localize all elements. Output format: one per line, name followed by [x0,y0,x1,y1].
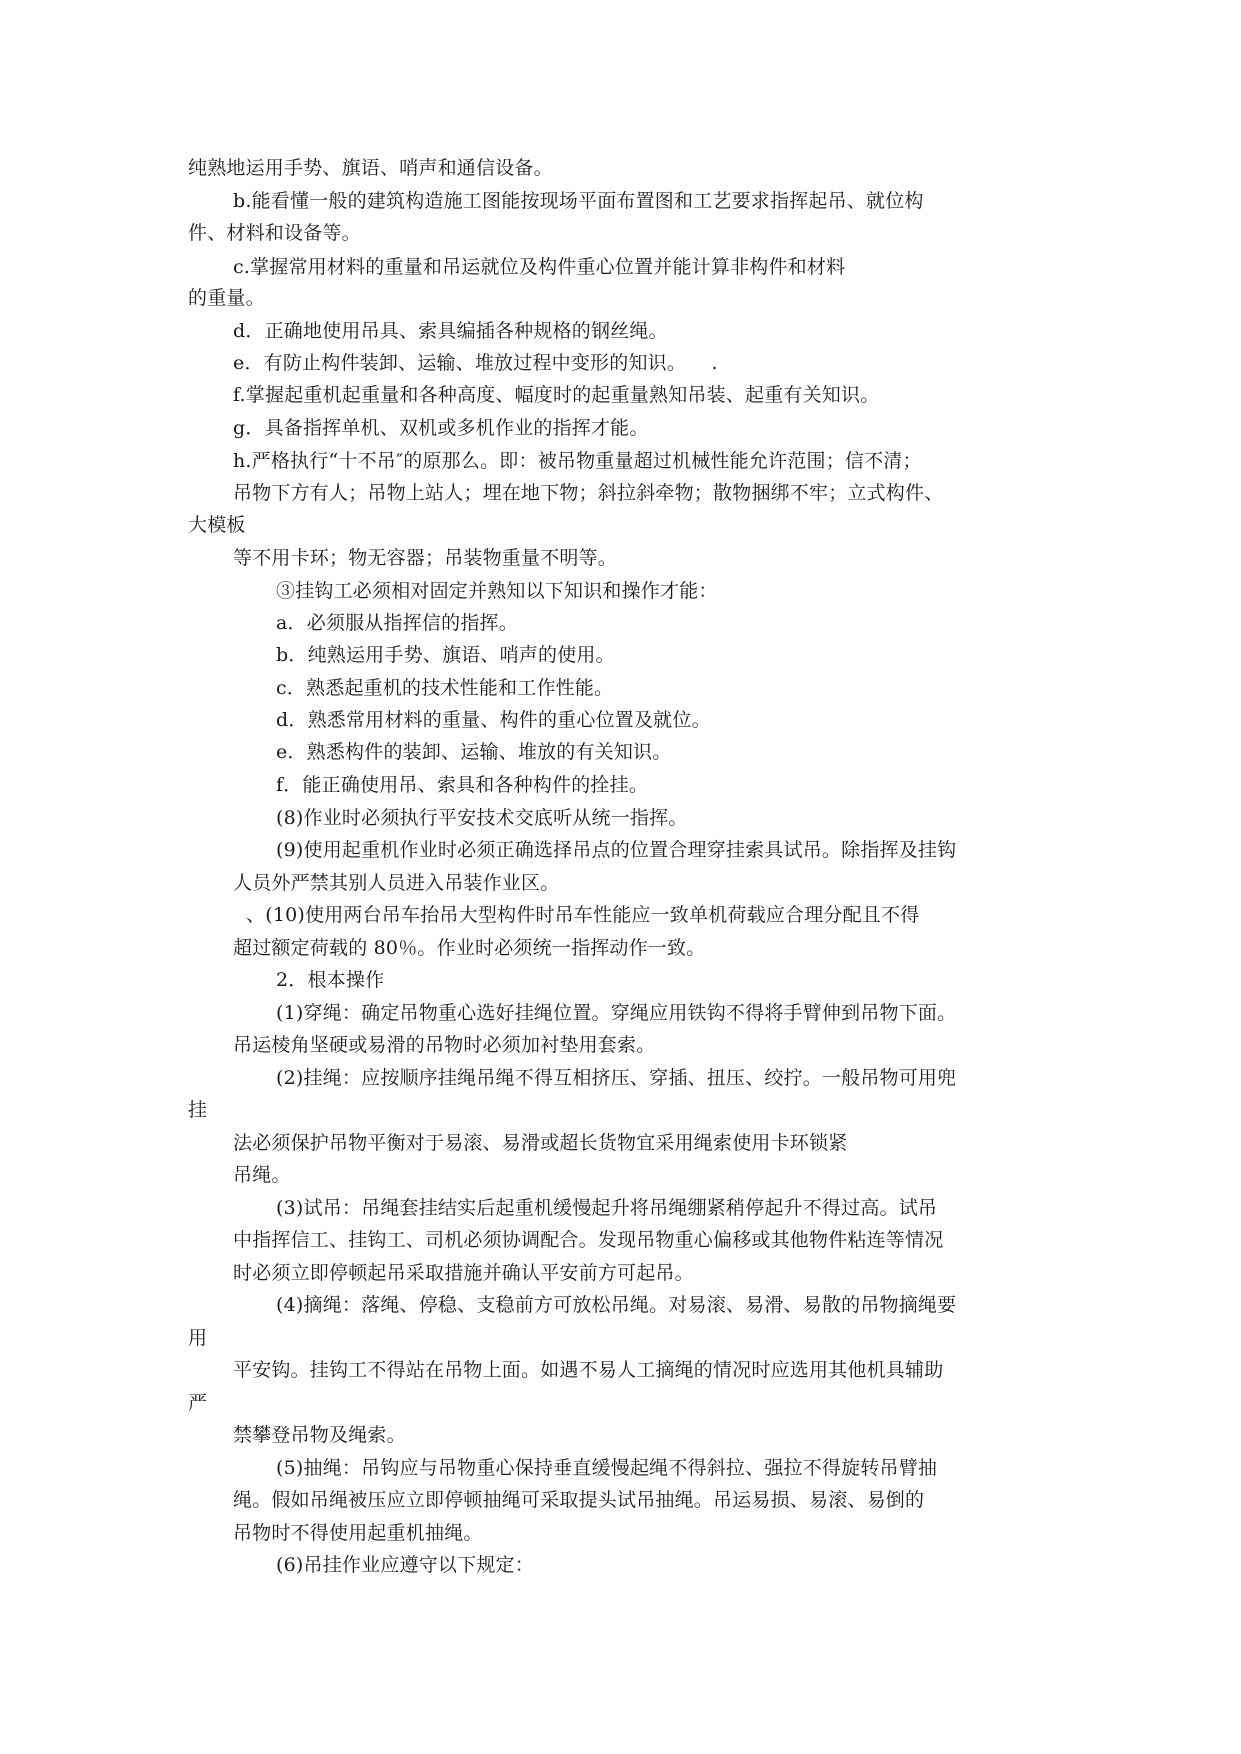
text-line: b.能看懂一般的建筑构造施工图能按现场平面布置图和工艺要求指挥起吊、就位构 [233,190,924,212]
text-line: 等不用卡环；物无容器；吊装物重量不明等。 [233,547,618,569]
text-line: d．正确地使用吊具、索具编插各种规格的钢丝绳。 [233,320,668,342]
text-line: 挂 [188,1099,208,1121]
text-line: (5)抽绳：吊钩应与吊物重心保持垂直缓慢起绳不得斜拉、强拉不得旋转吊臂抽 [276,1457,938,1479]
text-line: 件、材料和设备等。 [188,222,361,244]
text-line: c．熟悉起重机的技术性能和工作性能。 [276,677,614,699]
text-line: (8)作业时必须执行平安技术交底听从统一指挥。 [276,807,688,829]
text-line: h.严格执行“十不吊″的原那么。即：被吊物重量超过机械性能允许范围；信不清； [233,450,922,472]
text-line: d．熟悉常用材料的重量、构件的重心位置及就位。 [276,709,711,731]
text-line: e．熟悉构件的装卸、运输、堆放的有关知识。 [276,741,672,763]
text-line: 严 [188,1392,208,1414]
text-line: (3)试吊：吊绳套挂结实后起重机缓慢起升将吊绳绷紧稍停起升不得过高。试吊 [276,1197,938,1219]
text-line: f.掌握起重机起重量和各种高度、幅度时的起重量熟知吊装、起重有关知识。 [233,384,880,406]
text-line: 平安钩。挂钩工不得站在吊物上面。如遇不易人工摘绳的情况时应选用其他机具辅助 [233,1359,944,1381]
text-line: (9)使用起重机作业时必须正确选择吊点的位置合理穿挂索具试吊。除指挥及挂钩 [276,839,957,861]
text-line: a．必须服从指挥信的指挥。 [276,612,518,634]
text-line: 2．根本操作 [276,969,385,991]
text-line: 时必须立即停顿起吊采取措施并确认平安前方可起吊。 [233,1262,694,1284]
text-line: 纯熟地运用手势、旗语、哨声和通信设备。 [188,157,553,179]
text-line: 人员外严禁其别人员进入吊装作业区。 [233,872,560,894]
text-line: 禁攀登吊物及绳索。 [233,1424,406,1446]
text-line: 用 [188,1327,208,1349]
text-line: c.掌握常用材料的重量和吊运就位及构件重心位置并能计算非构件和材料 [233,256,846,278]
text-line: 吊运棱角坚硬或易滑的吊物时必须加衬垫用套索。 [233,1034,656,1056]
text-line: 吊物下方有人；吊物上站人；埋在地下物；斜拉斜牵物；散物捆绑不牢；立式构件、 [233,482,944,504]
text-line: 法必须保护吊物平衡对于易滚、易滑或超长货物宜采用绳索使用卡环锁紧 [233,1132,848,1154]
text-line: g．具备指挥单机、双机或多机作业的指挥才能。 [233,417,649,439]
text-line: 超过额定荷载的 80％。作业时必须统一指挥动作一致。 [233,937,706,959]
text-line: 大模板 [188,514,246,536]
text-line: (1)穿绳：确定吊物重心选好挂绳位置。穿绳应用铁钩不得将手臂伸到吊物下面。 [276,1002,957,1024]
text-line: 的重量。 [188,287,265,309]
text-line: f．能正确使用吊、索具和各种构件的拴挂。 [276,774,649,796]
text-line: e．有防止构件装卸、运输、堆放过程中变形的知识。 . [233,352,718,374]
text-line: 中指挥信工、挂钩工、司机必须协调配合。发现吊物重心偏移或其他物件粘连等情况 [233,1229,944,1251]
text-line: 吊物时不得使用起重机抽绳。 [233,1522,483,1544]
text-line: 、(10)使用两台吊车抬吊大型构件时吊车性能应一致单机荷载应合理分配且不得 [246,904,920,926]
text-line: (6)吊挂作业应遵守以下规定： [276,1554,534,1576]
text-line: 绳。假如吊绳被压应立即停顿抽绳可采取提头试吊抽绳。吊运易损、易滚、易倒的 [233,1489,925,1511]
text-line: b．纯熟运用手势、旗语、哨声的使用。 [276,644,615,666]
text-line: (2)挂绳：应按顺序挂绳吊绳不得互相挤压、穿插、扭压、绞拧。一般吊物可用兜 [276,1067,957,1089]
text-line: 吊绳。 [233,1164,291,1186]
text-line: ③挂钩工必须相对固定并熟知以下知识和操作才能： [276,580,718,602]
text-line: (4)摘绳：落绳、停稳、支稳前方可放松吊绳。对易滚、易滑、易散的吊物摘绳要 [276,1294,957,1316]
